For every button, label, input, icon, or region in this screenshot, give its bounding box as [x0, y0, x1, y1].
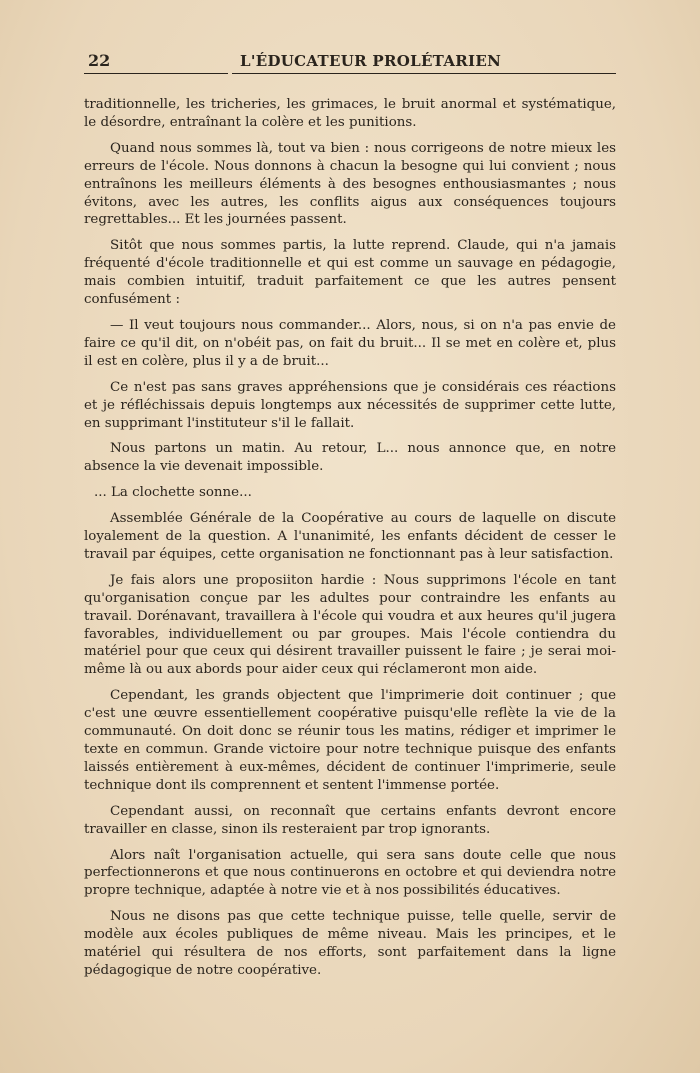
page-header — [84, 46, 616, 74]
paragraph: Je fais alors une proposiiton hardie : Nous supprimons l'école en tant qu'organisation conçue par les adultes pour contraindre les enfants au travail. Dorénavant, travaillera à l'école qui voudra et aux heures qu'il jugera favorables, individuellement ou par groupes. Mais l'école contiendra du matériel pour que ceux qui désirent travailler puissent le faire ; je serai moi-même là ou aux abords pour aider ceux qui réclameront mon aide. — [84, 572, 616, 678]
paragraph: Alors naît l'organisation actuelle, qui sera sans doute celle que nous perfectionnerons et que nous continuerons en octobre et qui deviendra notre propre technique, adaptée à notre vie et à nos possibilités éducatives. — [84, 847, 616, 899]
paragraph: traditionnelle, les tricheries, les grimaces, le bruit anormal et systématique, le désordre, entraînant la colère et les punitions. — [84, 97, 616, 130]
paragraph: Cependant aussi, on reconnaît que certains enfants devront encore travailler en classe, sinon ils resteraient par trop ignorants. — [84, 803, 616, 837]
paragraph: Nous partons un matin. Au retour, L... nous annonce que, en notre absence la vie devenait impossible. — [84, 441, 616, 475]
paragraph: Sitôt que nous sommes partis, la lutte reprend. Claude, qui n'a jamais fréquenté d'école traditionnelle et qui est comme un sauvage en pédagogie, mais combien intuitif, traduit parfaitement ce que les autres pensent confusément : — [84, 238, 616, 308]
paragraph: — Il veut toujours nous commander... Alors, nous, si on n'a pas envie de faire ce qu'il dit, on n'obéit pas, on fait du bruit... Il se met en colère et, plus il est en colère, plus il y a de bruit... — [84, 317, 616, 369]
paragraph: Assemblée Générale de la Coopérative au cours de laquelle on discute loyalement de la question. A l'unanimité, les enfants décident de cesser le travail par équipes, cette organisation ne fonctionnant pas à leur satisfaction. — [84, 511, 616, 562]
paragraph: Ce n'est pas sans graves appréhensions que je considérais ces réactions et je réfléchissais depuis longtemps aux nécessités de supprimer cette lutte, en supprimant l'instituteur s'il le fallait. — [84, 379, 616, 431]
paragraph: Quand nous sommes là, tout va bien : nous corrigeons de notre mieux les erreurs de l'école. Nous donnons à chacun la besogne qui lui convient ; nous entraînons les meilleurs éléments à des besognes enthousiasmantes ; nous évitons, avec les autres, les conflits aigus aux conséquences toujours regrettables... Et les journées passent. — [84, 140, 616, 228]
paragraph: ... La clochette sonne... — [94, 485, 252, 501]
paragraph: Nous ne disons pas que cette technique puisse, telle quelle, servir de modèle aux écoles publiques de même niveau. Mais les principes, et le matériel qui résultera de nos efforts, sont parfaitement dans la ligne pédagogique de notre coopérative. — [84, 909, 616, 978]
running-title: L'ÉDUCATEUR PROLÉTARIEN — [232, 52, 616, 74]
paragraph: Cependant, les grands objectent que l'imprimerie doit continuer ; que c'est une œuvre essentiellement coopérative puisqu'elle reflète la vie de la communauté. On doit donc se réunir tous les matins, rédiger et imprimer le texte en commun. Grande victoire pour notre technique puisque des enfants laissés entièrement à eux-mêmes, décident de continuer l'imprimerie, seule technique dont ils comprennent et sentent l'immense portée. — [84, 688, 616, 793]
body-text — [84, 96, 616, 980]
page-number: 22 — [84, 51, 228, 74]
